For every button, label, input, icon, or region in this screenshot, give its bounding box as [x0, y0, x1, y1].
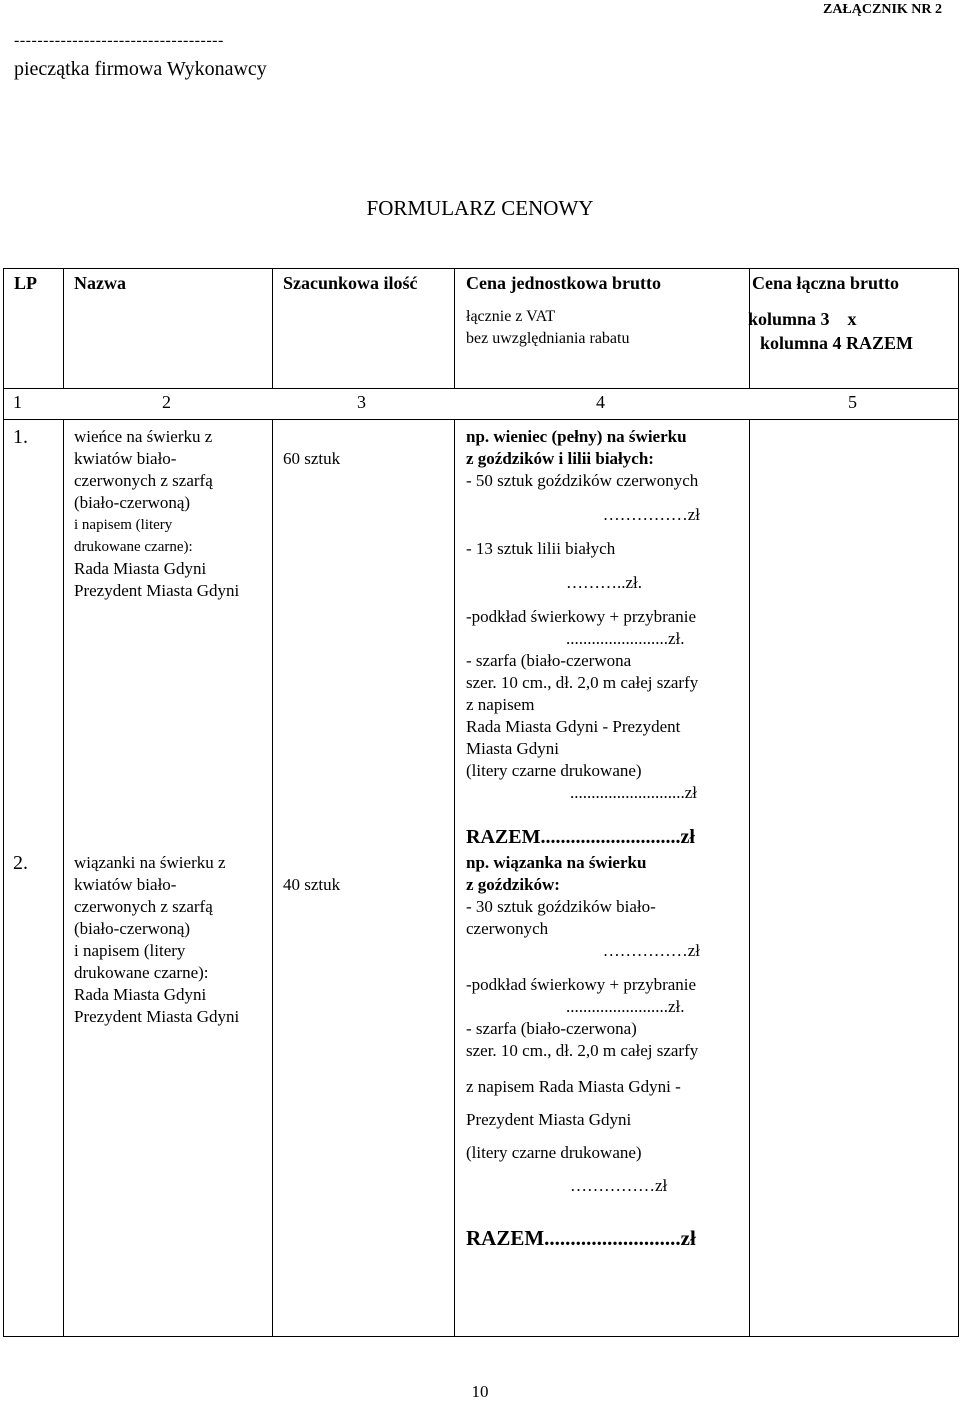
row-1-desc-line: szer. 10 cm., dł. 2,0 m całej szarfy	[466, 673, 699, 692]
col-divider-2-header	[272, 268, 273, 388]
row-2-lp: 2.	[13, 852, 28, 874]
row-2-name-line: wiązanki na świerku z	[74, 853, 226, 872]
page-number: 10	[471, 1382, 489, 1401]
row-1-name-line: czerwonych z szarfą	[74, 471, 213, 490]
row-1-desc-line: - 13 sztuk lilii białych	[466, 539, 616, 558]
row-2-name-line: (biało-czerwoną)	[74, 919, 191, 938]
company-stamp-label: pieczątka firmowa Wykonawcy	[14, 58, 267, 80]
row-1-price-field[interactable]: ………..zł.	[566, 573, 643, 592]
row-1-desc-head: z goździków i lilii białych:	[466, 449, 654, 468]
row-2-desc-line: - 30 sztuk goździków biało-	[466, 897, 656, 916]
row-2-name	[74, 852, 270, 1028]
row-1-desc-line: Miasta Gdyni	[466, 739, 560, 758]
col-number-5: 5	[848, 392, 857, 412]
row-1-sum[interactable]: RAZEM............................zł	[466, 826, 695, 848]
row-1-price-field[interactable]: ........................zł.	[566, 629, 685, 648]
row-2-name-line: i napisem (litery	[74, 941, 186, 960]
row-2-desc-head: np. wiązanka na świerku	[466, 853, 647, 872]
row-2-name-line: Rada Miasta Gdyni	[74, 985, 207, 1004]
number-row-divider	[3, 419, 959, 420]
col-header-total-sub1: kolumna 3 x	[748, 309, 857, 329]
row-2-price-field[interactable]: ……………zł	[602, 941, 700, 960]
row-2-description	[466, 852, 740, 1197]
row-1-name-line: Prezydent Miasta Gdyni	[74, 581, 240, 600]
row-1-name-line: wieńce na świerku z	[74, 427, 213, 446]
row-2-desc-line: czerwonych	[466, 919, 549, 938]
row-1-name-line: drukowane czarne):	[74, 539, 193, 555]
col-header-total: Cena łączna brutto	[752, 273, 899, 293]
col-divider-1	[63, 419, 64, 1337]
table-border-bottom	[3, 1336, 959, 1337]
row-1-description	[466, 426, 740, 804]
row-2-desc-line: (litery czarne drukowane)	[466, 1143, 642, 1162]
row-2-desc-line: szer. 10 cm., dł. 2,0 m całej szarfy	[466, 1041, 699, 1060]
row-2-desc-line: z napisem Rada Miasta Gdyni -	[466, 1077, 681, 1096]
row-2-price-field[interactable]: ……………zł	[570, 1176, 668, 1195]
row-1-desc-line: Rada Miasta Gdyni - Prezydent	[466, 717, 681, 736]
row-1-price-field[interactable]: ...........................zł	[570, 783, 698, 802]
col-header-lp: LP	[14, 273, 38, 293]
col-border-right	[958, 268, 959, 1337]
row-2-desc-line: - szarfa (biało-czerwona)	[466, 1019, 637, 1038]
col-border-left	[3, 268, 4, 1337]
col-divider-3	[454, 419, 455, 1337]
col-header-unit-price-sub1: łącznie z VAT	[466, 308, 556, 325]
col-divider-1-header	[63, 268, 64, 388]
row-1-lp: 1.	[13, 426, 28, 448]
row-2-desc-line: -podkład świerkowy + przybranie	[466, 975, 697, 994]
col-header-unit-price-sub2: bez uwzględniania rabatu	[466, 330, 630, 347]
stamp-line: ------------------------------------	[14, 32, 224, 49]
row-2-name-line: kwiatów biało-	[74, 875, 177, 894]
col-divider-4	[749, 419, 750, 1337]
row-2-name-line: czerwonych z szarfą	[74, 897, 213, 916]
row-1-name-line: kwiatów biało-	[74, 449, 177, 468]
row-1-name-line: (biało-czerwoną)	[74, 493, 191, 512]
row-1-price-field[interactable]: ……………zł	[602, 505, 700, 524]
form-title: FORMULARZ CENOWY	[366, 196, 594, 220]
row-2-name-line: Prezydent Miasta Gdyni	[74, 1007, 240, 1026]
row-2-price-field[interactable]: ........................zł.	[566, 997, 685, 1016]
col-divider-2	[272, 419, 273, 1337]
col-header-unit-price: Cena jednostkowa brutto	[466, 273, 662, 293]
row-2-desc-line: Prezydent Miasta Gdyni	[466, 1110, 632, 1129]
row-1-desc-line: (litery czarne drukowane)	[466, 761, 642, 780]
col-divider-3-header	[454, 268, 455, 388]
col-number-3: 3	[357, 392, 366, 412]
col-number-4: 4	[596, 392, 605, 412]
row-2-desc-head: z goździków:	[466, 875, 560, 894]
col-header-qty: Szacunkowa ilość	[283, 273, 418, 293]
row-1-name-line: i napisem (litery	[74, 517, 173, 533]
col-header-name: Nazwa	[74, 273, 126, 293]
row-1-desc-line: -podkład świerkowy + przybranie	[466, 607, 697, 626]
col-header-total-sub2: kolumna 4 RAZEM	[760, 333, 914, 353]
row-1-desc-line: - szarfa (biało-czerwona	[466, 651, 632, 670]
row-1-name	[74, 426, 270, 602]
row-2-name-line: drukowane czarne):	[74, 963, 209, 982]
row-1-qty: 60 sztuk	[283, 449, 341, 468]
header-row-divider	[3, 388, 959, 389]
col-number-1: 1	[13, 392, 22, 412]
attachment-label: ZAŁĄCZNIK NR 2	[822, 2, 942, 17]
row-2-qty: 40 sztuk	[283, 875, 341, 894]
row-2-sum[interactable]: RAZEM..........................zł	[466, 1226, 696, 1250]
col-number-2: 2	[162, 392, 171, 412]
row-1-desc-head: np. wieniec (pełny) na świerku	[466, 427, 687, 446]
row-1-name-line: Rada Miasta Gdyni	[74, 559, 207, 578]
table-border-top	[3, 268, 959, 269]
row-1-desc-line: - 50 sztuk goździków czerwonych	[466, 471, 699, 490]
row-1-desc-line: z napisem	[466, 695, 535, 714]
